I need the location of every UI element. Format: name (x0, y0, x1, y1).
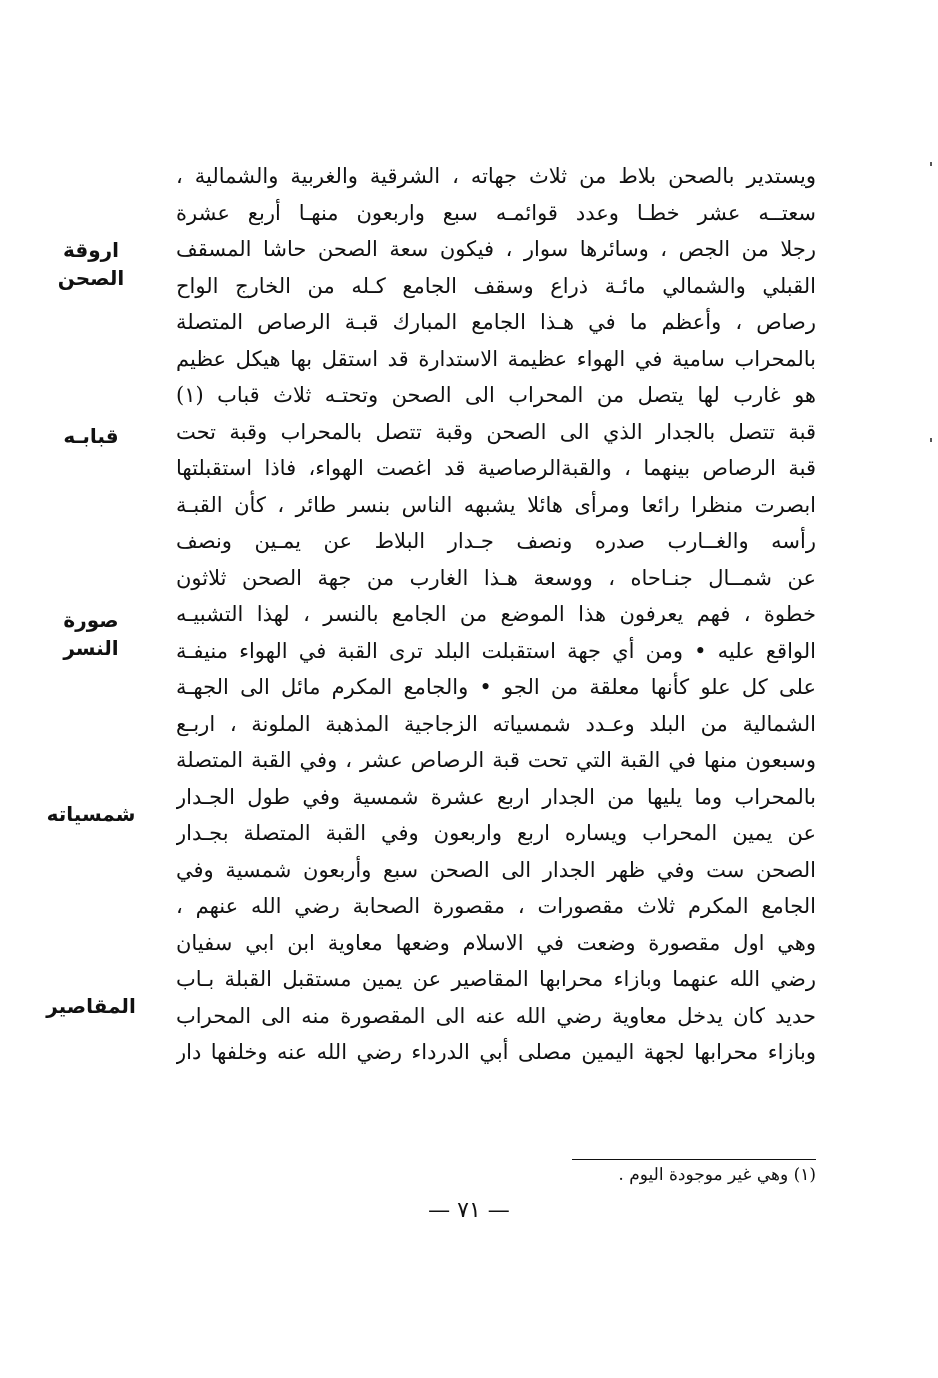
text-line: الصحن ست وفي ظهر الجدار الى الصحن سبع وأربعون شمسية وفي (176, 857, 816, 882)
margin-note-line: شمسياته (46, 802, 136, 826)
margin-note-surat-al-nasr (14, 606, 168, 662)
text-line: على كل علو كأنها معلقة من الجو • والجامع المكرم مائل الى الجهـة (176, 675, 816, 699)
margin-note-line: الصحن (57, 266, 125, 290)
margin-note-line: صورة (63, 608, 119, 632)
margin-note-arwiqat-al-sahn (14, 236, 168, 292)
margin-note-line: المقاصير (46, 994, 136, 1018)
text-line: بالمحراب وما يليها من الجدار اربع عشرة شمسية وفي طول الجـدار (176, 784, 816, 809)
text-line: هو غارب لها يتصل من المحراب الى الصحن وتحتـه ثلاث قباب (١) (176, 383, 816, 407)
text-line: رجلا من الجص ، وسائرها سوار ، فيكون سعة الصحن حاشا المسقف (176, 237, 816, 261)
text-line: حديد كان يدخل معاوية رضي الله عنه الى المقصورة منه الى المحراب (176, 1003, 816, 1028)
margin-note-qibabuhu (14, 422, 168, 450)
text-line: القبلي والشمالي مائـة ذراع وسقف الجامع كـله من الخارج الواح (176, 273, 816, 298)
margin-note-line: قبابـه (63, 424, 119, 448)
text-line: عن يمين المحراب ويساره اربع واربعون وفي القبة المتصلة بجـدار (176, 821, 816, 845)
scan-speck (930, 438, 932, 442)
text-line: وبازاء محرابها لجهة اليمين مصلى أبي الدرداء رضي الله عنه وخلفها دار (176, 1040, 816, 1064)
text-line: سعتــه عشر خطـا وعدد قوائمـه سبع واربعون منهـا أربع عشرة (176, 200, 816, 225)
text-line: رصاص ، وأعظم ما في هـذا الجامع المبارك قبـة الرصاص المتصلة (176, 310, 816, 334)
text-line: رضي الله عنهما وبازاء محرابها المقاصير عن يمين مستقبل القبلة بـاب (176, 967, 816, 991)
text-line: رأسه والغــارب صدره ونصف جـدار البلاط عن يمـين ونصف (176, 529, 816, 553)
main-text-block (176, 158, 816, 1071)
scan-speck (930, 162, 932, 166)
text-line: ويستدير بالصحن بلاط من ثلاث جهاته ، الشرقية والغربية والشمالية ، (176, 164, 816, 188)
footnote-divider (572, 1159, 816, 1160)
text-line: ابصرت منظرا رائعا ومرأى هائلا يشبهه الناس بنسر طائر ، كأن القبـة (176, 492, 816, 517)
text-line: الواقع عليه • ومن أي جهة استقبلت البلد ترى القبة في الهواء منيفـة (176, 638, 816, 663)
text-line: وسبعون منها في القبة التي تحت قبة الرصاص عشر ، وفي القبة المتصلة (176, 748, 816, 772)
text-line: عن شمــال جنـاحاه ، ووسعة هـذا الغارب من جهة الصحن ثلاثون (176, 565, 816, 590)
text-line: قبة الرصاص بينهما ، والقبةالرصاصية قد اغصت الهواء، فاذا استقبلتها (176, 456, 816, 480)
text-line: بالمحراب سامية في الهواء عظيمة الاستدارة قد استقل بها هيكل عظيم (176, 346, 816, 371)
margin-note-line: النسر (63, 636, 119, 660)
margin-note-shamsiyatuhu (14, 800, 168, 828)
margin-note-line: اروقة (62, 238, 120, 262)
page-number: — ٧١ — (428, 1198, 510, 1223)
text-line: الجامع المكرم ثلاث مقصورات ، مقصورة الصحابة رضي الله عنهم ، (176, 894, 816, 918)
text-line: الشمالية من البلد وعـدد شمسياته الزجاجية المذهبة الملونة ، اربـع (176, 711, 816, 736)
text-line: قبة تتصل بالجدار الذي الى الصحن وقبة تتصل بالمحراب وقبة تحت (176, 419, 816, 444)
footnote: (١) وهي غير موجودة اليوم . (618, 1165, 816, 1185)
margin-note-al-maqasir (14, 992, 168, 1020)
text-line: وهي اول مقصورة وضعت في الاسلام وضعها معاوية ابن ابي سفيان (176, 930, 816, 955)
text-line: خطوة ، فهم يعرفون هذا الموضع من الجامع بالنسر ، لهذا التشبيـه (176, 602, 816, 626)
